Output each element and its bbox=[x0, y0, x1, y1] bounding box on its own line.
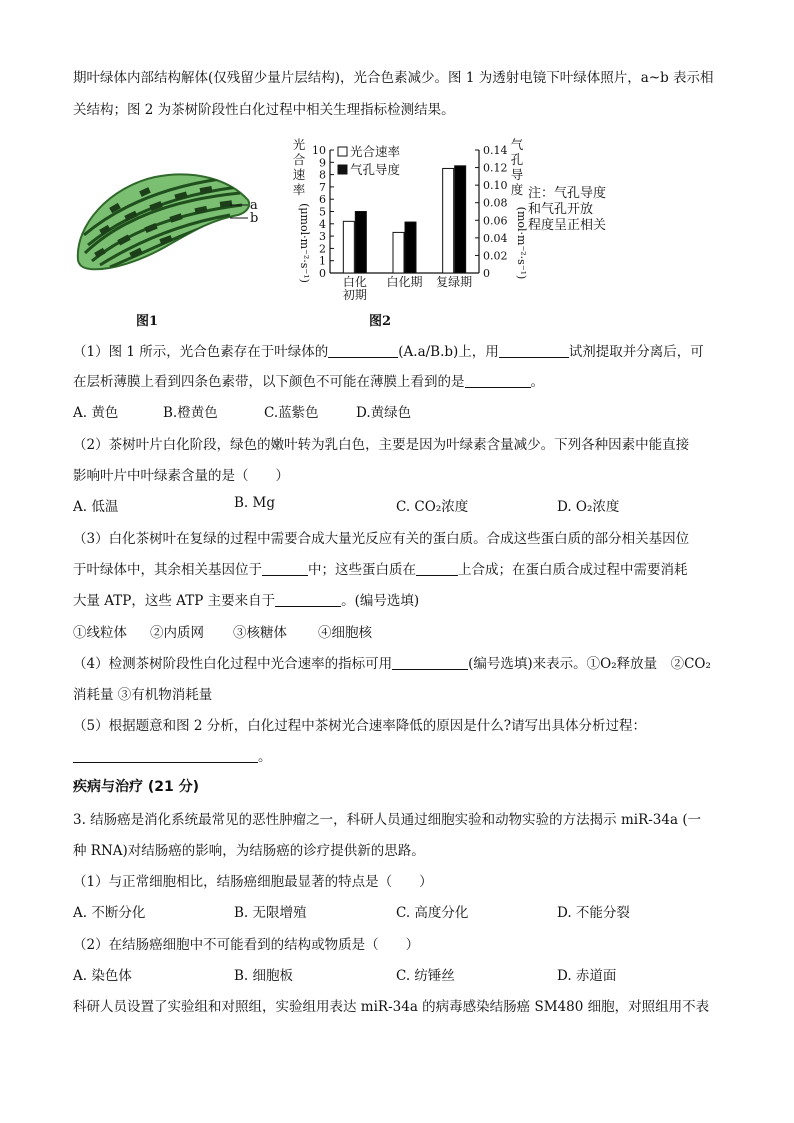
intro-line-2: 关结构；图 2 为茶树阶段性白化过程中相关生理指标检测结果。 bbox=[73, 102, 455, 118]
bar-stomatal-conductance bbox=[355, 212, 366, 274]
q5-line-1: （5）根据题意和图 2 分析，白化过程中茶树光合速率降低的原因是什么?请写出具体分析过程： bbox=[73, 718, 646, 734]
right-axis-title-char: 孔 bbox=[510, 152, 524, 167]
chloroplast-figure bbox=[70, 165, 270, 280]
left-axis-unit: (μmol·m⁻²·s⁻¹) bbox=[298, 203, 311, 283]
q3-choice-3: ③核糖体 bbox=[233, 625, 287, 641]
q3-choice-4: ④细胞核 bbox=[318, 625, 372, 641]
q2-option-b[interactable]: B. Mg bbox=[234, 495, 275, 511]
label-b: b bbox=[250, 211, 259, 226]
q6-sub2: （2）在结肠癌细胞中不可能看到的结构或物质是（ ） bbox=[73, 937, 420, 953]
left-axis-title-char: 率 bbox=[292, 182, 306, 197]
q4-line-1: （4）检测茶树阶段性白化过程中光合速率的指标可用 (编号选填)来表示。①O₂释放量 ②CO₂ bbox=[73, 656, 711, 672]
q6-line-1: 3. 结肠癌是消化系统最常见的恶性肿瘤之一，科研人员通过细胞实验和动物实验的方法揭示 miR-34a (一 bbox=[73, 812, 702, 828]
legend-swatch-rate bbox=[338, 147, 347, 156]
legend-swatch-conductance bbox=[338, 165, 347, 174]
q2-line-2: 影响叶片中叶绿素含量的是（ ） bbox=[73, 468, 289, 484]
bar-stomatal-conductance bbox=[405, 222, 416, 273]
left-tick-label: 3 bbox=[319, 230, 326, 244]
q1-line-1: （1）图 1 所示，光合色素存在于叶绿体的 (A.a/B.b)上，用 试剂提取并分离后，可 bbox=[73, 344, 704, 360]
q1-blank-1[interactable] bbox=[328, 343, 398, 358]
figure2-chart bbox=[285, 135, 540, 305]
q6-last-line: 科研人员设置了实验组和对照组，实验组用表达 miR-34a 的病毒感染结肠癌 SM480 细胞，对照组用不表 bbox=[73, 999, 710, 1015]
left-axis-title-char: 速 bbox=[292, 167, 306, 182]
q6-sub1-option-b[interactable]: B. 无限增殖 bbox=[234, 905, 307, 921]
intro-line-1: 期叶绿体内部结构解体(仅残留少量片层结构)，光合色素减少。图 1 为透射电镜下叶绿体照片，a~b 表示相 bbox=[73, 70, 714, 86]
legend-label-rate: 光合速率 bbox=[350, 144, 401, 159]
category-label: 白化期 bbox=[386, 275, 423, 289]
right-tick-label: 0.08 bbox=[483, 196, 508, 210]
q1-blank-3[interactable] bbox=[465, 373, 531, 388]
left-tick-label: 2 bbox=[319, 242, 326, 256]
q3-line-2: 于叶绿体中，其余相关基因位于 中；这些蛋白质在 上合成；在蛋白质合成过程中需要消耗 bbox=[73, 562, 688, 578]
right-axis-title-char: 气 bbox=[510, 137, 524, 152]
q1-option-b[interactable]: B.橙黄色 bbox=[163, 405, 218, 421]
q1-option-c[interactable]: C.蓝紫色 bbox=[264, 405, 319, 421]
q5-answer-blank[interactable] bbox=[73, 748, 258, 763]
category-label: 复绿期 bbox=[436, 275, 473, 289]
q1-option-a[interactable]: A. 黄色 bbox=[73, 405, 119, 421]
q6-line-2: 种 RNA)对结肠癌的影响，为结肠癌的诊疗提供新的思路。 bbox=[73, 843, 425, 859]
q3-choice-2: ②内质网 bbox=[150, 625, 204, 641]
right-tick-label: 0.10 bbox=[483, 179, 508, 193]
category-label: 白化 bbox=[342, 275, 367, 289]
q1-blank-2[interactable] bbox=[499, 343, 569, 358]
q4-blank-1[interactable] bbox=[392, 655, 468, 670]
q6-sub1-option-a[interactable]: A. 不断分化 bbox=[73, 905, 146, 921]
bar-stomatal-conductance bbox=[455, 166, 466, 273]
right-tick-label: 0.12 bbox=[483, 161, 508, 175]
right-axis-title-char: 度 bbox=[510, 182, 524, 197]
q3-line-3: 大量 ATP，这些 ATP 主要来自于 。(编号选填) bbox=[73, 593, 420, 609]
right-axis-unit: (mol·m⁻²·s⁻¹) bbox=[515, 206, 528, 280]
q6-sub1-option-c[interactable]: C. 高度分化 bbox=[396, 905, 469, 921]
q3-blank-3[interactable] bbox=[275, 592, 341, 607]
bar-photosynthesis-rate bbox=[393, 232, 404, 273]
q2-option-d[interactable]: D. O₂浓度 bbox=[557, 499, 620, 515]
bar-photosynthesis-rate bbox=[443, 168, 454, 273]
q1-line-2: 在层析薄膜上看到四条色素带，以下颜色不可能在薄膜上看到的是 。 bbox=[73, 374, 544, 390]
right-axis-title-char: 导 bbox=[510, 167, 524, 182]
left-tick-label: 10 bbox=[312, 144, 326, 157]
left-axis-title-char: 合 bbox=[292, 152, 306, 167]
q3-choice-1: ①线粒体 bbox=[73, 625, 127, 641]
left-axis-title-char: 光 bbox=[292, 137, 306, 152]
legend-label-conductance: 气孔导度 bbox=[350, 162, 401, 177]
figure2-label: 图2 bbox=[369, 314, 392, 329]
right-tick-label: 0.14 bbox=[483, 144, 508, 157]
right-tick-label: 0 bbox=[483, 267, 490, 280]
q3-blank-2[interactable] bbox=[416, 561, 458, 576]
q3-blank-1[interactable] bbox=[262, 561, 308, 576]
left-tick-label: 0 bbox=[319, 267, 326, 280]
q6-sub2-option-b[interactable]: B. 细胞板 bbox=[234, 968, 294, 984]
q6-sub2-option-a[interactable]: A. 染色体 bbox=[73, 968, 132, 984]
section-title: 疾病与治疗 (21 分) bbox=[73, 779, 200, 795]
left-tick-label: 7 bbox=[319, 180, 326, 194]
q2-option-a[interactable]: A. 低温 bbox=[73, 499, 119, 515]
label-a: a bbox=[250, 198, 258, 213]
q2-option-c[interactable]: C. CO₂浓度 bbox=[396, 499, 469, 515]
left-tick-label: 9 bbox=[319, 156, 326, 170]
category-label: 初期 bbox=[342, 288, 367, 302]
q3-line-1: （3）白化茶树叶在复绿的过程中需要合成大量光反应有关的蛋白质。合成这些蛋白质的部分相关基因位 bbox=[73, 531, 690, 547]
q5-line-2: 。 bbox=[73, 745, 272, 765]
q6-sub1-option-d[interactable]: D. 不能分裂 bbox=[557, 905, 630, 921]
left-tick-label: 8 bbox=[319, 168, 326, 182]
left-tick-label: 4 bbox=[319, 217, 326, 231]
right-tick-label: 0.06 bbox=[483, 214, 508, 228]
left-tick-label: 1 bbox=[319, 254, 326, 268]
q1-option-d[interactable]: D.黄绿色 bbox=[356, 405, 412, 421]
bar-photosynthesis-rate bbox=[343, 221, 354, 273]
q4-line-2: 消耗量 ③有机物消耗量 bbox=[73, 687, 213, 703]
left-tick-label: 5 bbox=[319, 205, 326, 219]
q6-sub2-option-d[interactable]: D. 赤道面 bbox=[557, 968, 617, 984]
right-tick-label: 0.02 bbox=[483, 249, 508, 263]
right-tick-label: 0.04 bbox=[483, 231, 508, 245]
q6-sub2-option-c[interactable]: C. 纺锤丝 bbox=[396, 968, 455, 984]
q6-sub1: （1）与正常细胞相比，结肠癌细胞最显著的特点是（ ） bbox=[73, 874, 433, 890]
q2-line-1: （2）茶树叶片白化阶段，绿色的嫩叶转为乳白色，主要是因为叶绿素含量减少。下列各种因素中能直接 bbox=[73, 437, 690, 453]
left-tick-label: 6 bbox=[319, 193, 326, 207]
figure1-label: 图1 bbox=[136, 314, 159, 329]
chart-note: 注：气孔导度 和气孔开放 程度呈正相关 bbox=[528, 186, 607, 233]
